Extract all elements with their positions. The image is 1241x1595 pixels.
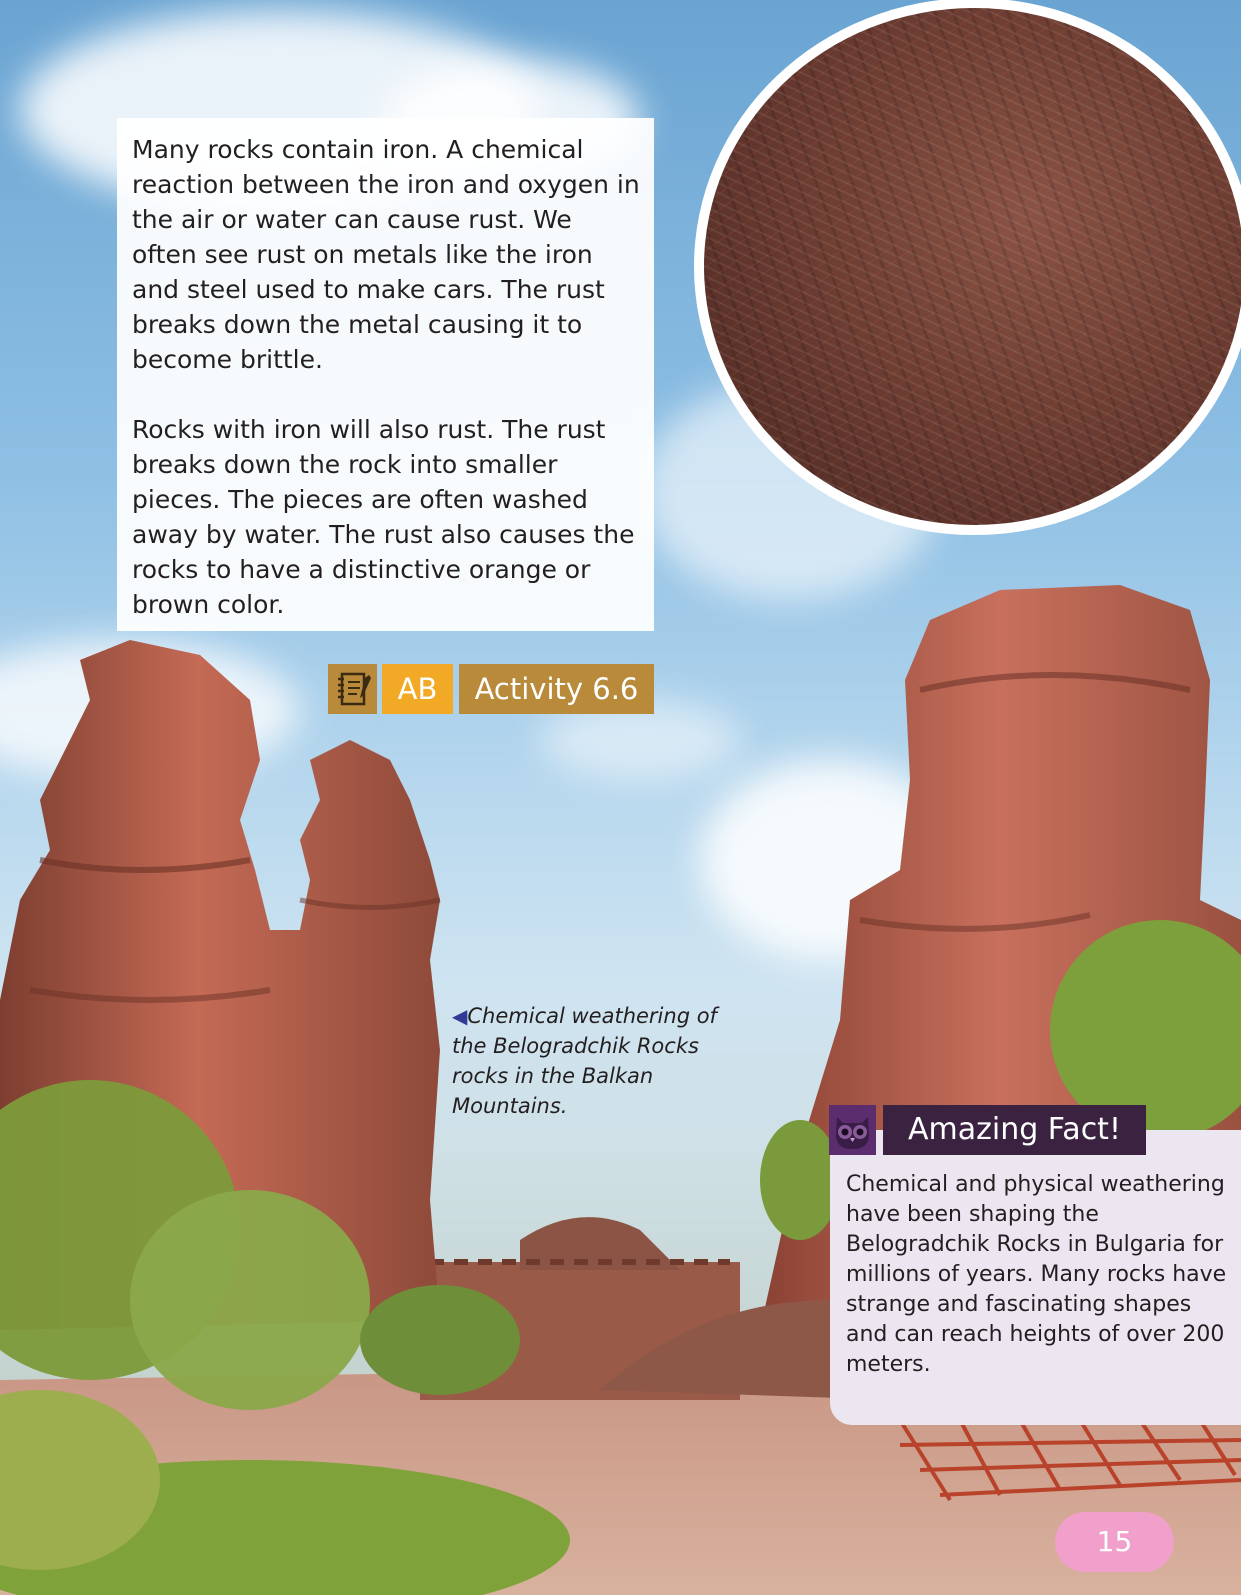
amazing-fact-text: Chemical and physical weathering have been shaping the Belogradchik Rocks in Bulgaria for millions of years. Many rocks have strange and fascinating shapes and can reach heights of over 200 meters.: [846, 1172, 1227, 1377]
owl-icon: [829, 1105, 876, 1155]
notebook-icon: [328, 664, 377, 714]
amazing-fact-title: Amazing Fact!: [883, 1105, 1146, 1155]
caption-marker-icon: ◀: [452, 1004, 468, 1028]
rusty-rock-closeup-photo: [694, 0, 1241, 535]
body-paragraph-1: Many rocks contain iron. A chemical reaction between the iron and oxygen in the air or water can cause rust. We often see rust on metals like the iron and steel used to make cars. The rust breaks down the metal causing it to become brittle.: [132, 135, 640, 374]
photo-caption: [452, 1001, 752, 1121]
caption-text: Chemical weathering of the Belogradchik Rocks rocks in the Balkan Mountains.: [452, 1004, 717, 1118]
amazing-fact-box: [830, 1130, 1241, 1425]
activity-book-badge: AB: [382, 664, 453, 714]
activity-label: Activity 6.6: [459, 664, 654, 714]
page-number: 15: [1055, 1512, 1174, 1572]
body-paragraph-2: Rocks with iron will also rust. The rust breaks down the rock into smaller pieces. The pieces are often washed away by water. The rust also causes the rocks to have a distinctive orange or brown color.: [132, 415, 635, 619]
body-text-box: [117, 118, 654, 631]
